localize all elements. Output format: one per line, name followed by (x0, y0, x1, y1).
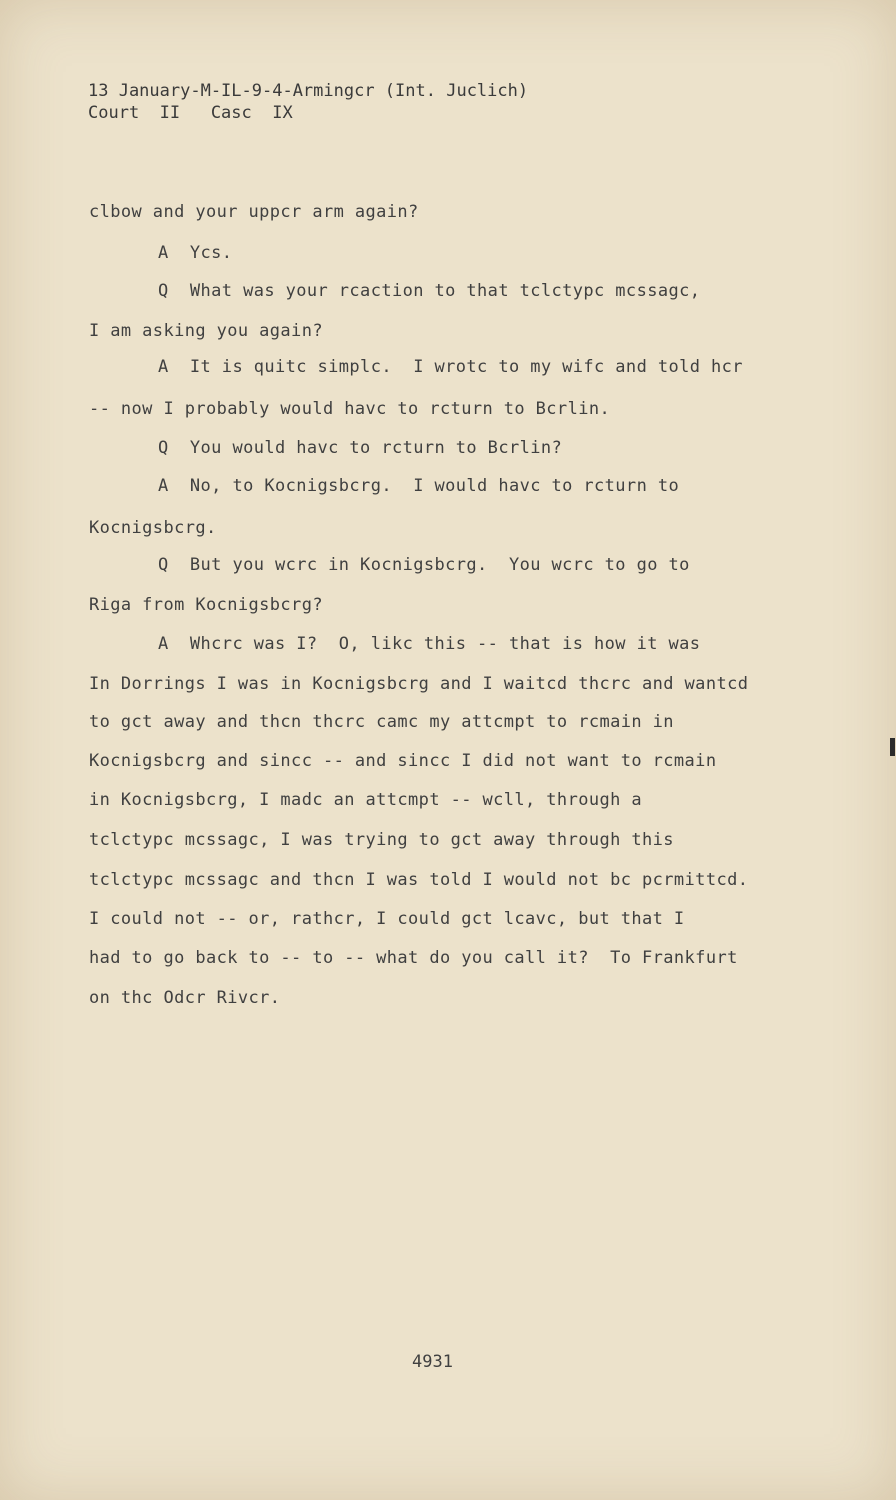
transcript-line: in Kocnigsbcrg, I madc an attcmpt -- wcll, through a (89, 790, 643, 810)
transcript-line: clbow and your uppcr arm again? (89, 202, 419, 222)
transcript-line: I could not -- or, rathcr, I could gct lcavc, but that I (89, 909, 685, 929)
transcript-line: Kocnigsbcrg. (89, 518, 217, 538)
header-line-1: 13 January-M-IL-9-4-Armingcr (Int. Juclich) (88, 81, 529, 101)
transcript-line: A Whcrc was I? O, likc this -- that is how it was (158, 634, 701, 654)
transcript-line: In Dorrings I was in Kocnigsbcrg and I waitcd thcrc and wantcd (89, 674, 749, 694)
transcript-line: Q But you wcrc in Kocnigsbcrg. You wcrc to go to (158, 555, 690, 575)
transcript-line: Q What was your rcaction to that tclctypc mcssagc, (158, 281, 701, 301)
transcript-line: tclctypc mcssagc, I was trying to gct away through this (89, 830, 674, 850)
header-line-2: Court II Casc IX (88, 103, 293, 123)
transcript-line: to gct away and thcn thcrc camc my attcmpt to rcmain in (89, 712, 674, 732)
transcript-line: Q You would havc to rcturn to Bcrlin? (158, 438, 563, 458)
document-header (88, 80, 528, 124)
edge-mark (890, 738, 895, 756)
transcript-line: Kocnigsbcrg and sincc -- and sincc I did not want to rcmain (89, 751, 717, 771)
transcript-line: had to go back to -- to -- what do you call it? To Frankfurt (89, 948, 738, 968)
page-number: 4931 (412, 1352, 453, 1372)
transcript-line: A No, to Kocnigsbcrg. I would havc to rcturn to (158, 476, 680, 496)
transcript-line: Riga from Kocnigsbcrg? (89, 595, 323, 615)
transcript-line: on thc Odcr Rivcr. (89, 988, 281, 1008)
transcript-line: tclctypc mcssagc and thcn I was told I would not bc pcrmittcd. (89, 870, 749, 890)
transcript-line: -- now I probably would havc to rcturn to Bcrlin. (89, 399, 611, 419)
transcript-line: A It is quitc simplc. I wrotc to my wifc and told hcr (158, 357, 743, 377)
transcript-line: I am asking you again? (89, 321, 323, 341)
transcript-line: A Ycs. (158, 243, 233, 263)
